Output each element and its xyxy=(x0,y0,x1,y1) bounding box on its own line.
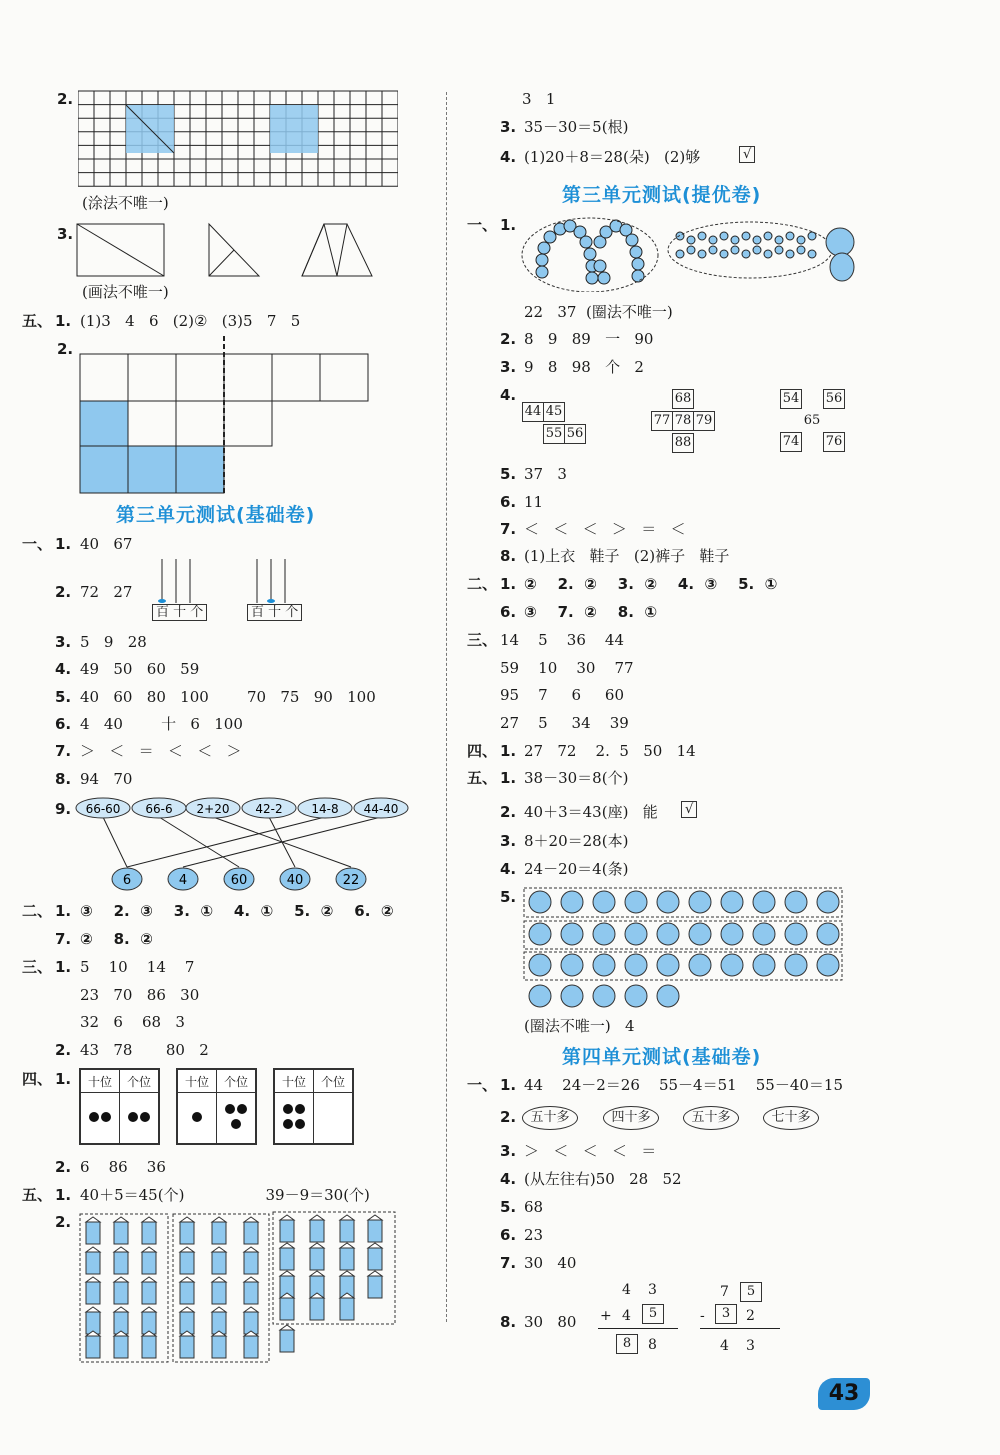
milk-cartons-figure xyxy=(78,1208,400,1364)
b3-sec1-label: 一、 xyxy=(22,535,53,553)
peach-icon xyxy=(785,923,807,945)
peach-icon xyxy=(721,954,743,976)
milk-carton-icon xyxy=(340,1220,354,1242)
adv3-sec3-row4: 27 5 34 39 xyxy=(500,714,629,732)
top-q3-label: 3. xyxy=(500,118,517,136)
bubble-icon xyxy=(786,232,794,240)
b3-sec3-label: 三、 xyxy=(22,958,53,976)
adv3-q5-answer: 37 3 xyxy=(524,465,567,483)
digit-box: 3 xyxy=(715,1304,737,1324)
bubble-icon xyxy=(731,236,739,244)
b3-sec2-answers-b: ② 8. ② xyxy=(80,930,153,948)
b3-q9-label: 9. xyxy=(55,800,72,818)
peach-icon xyxy=(817,923,839,945)
abacus-1-label: 百 十 个 xyxy=(152,604,207,621)
peach-icon xyxy=(753,923,775,945)
milk-carton-icon xyxy=(212,1282,226,1304)
peach-icon xyxy=(625,891,647,913)
digit: 4 xyxy=(622,1308,631,1324)
cell: 78 xyxy=(672,411,694,431)
milk-carton-icon xyxy=(86,1282,100,1304)
peach-icon xyxy=(625,985,647,1007)
cell: 65 xyxy=(803,413,821,428)
milk-carton-icon xyxy=(114,1252,128,1274)
q2-note: (涂法不唯一) xyxy=(82,194,169,212)
adv3-sec5-q2-answer: 40＋3＝43(座) 能 xyxy=(524,803,658,821)
milk-carton-icon xyxy=(244,1222,258,1244)
adv3-sec5-q3-answer: 8＋20＝28(本) xyxy=(524,832,629,850)
digit-box: 5 xyxy=(740,1282,762,1302)
bead-icon xyxy=(586,272,598,284)
digit: 2 xyxy=(746,1308,755,1324)
vertical-calc-2 xyxy=(700,1282,780,1354)
b3-q1-label: 1. xyxy=(55,535,72,553)
peach-icon xyxy=(817,954,839,976)
digit: 3 xyxy=(746,1338,755,1354)
pv-header-ones: 个位 xyxy=(314,1070,353,1093)
adv3-q7-answer: ＜ ＜ ＜ ＞ ＝ ＜ xyxy=(524,520,686,538)
adv3-sec2-label: 二、 xyxy=(467,575,498,593)
place-value-chart-2 xyxy=(176,1068,257,1145)
shading-grid xyxy=(78,90,398,188)
pv-header-tens: 十位 xyxy=(275,1070,314,1093)
number-grid-2 xyxy=(651,387,714,453)
milk-carton-icon xyxy=(114,1222,128,1244)
adv3-sec1-label: 一、 xyxy=(467,216,498,234)
peach-icon xyxy=(657,891,679,913)
bubble-icon xyxy=(775,236,783,244)
place-value-chart-1 xyxy=(79,1068,160,1145)
adv3-q6-answer: 11 xyxy=(524,493,544,511)
milk-carton-icon xyxy=(310,1248,324,1270)
milk-carton-icon xyxy=(244,1336,258,1358)
peach-icon xyxy=(753,954,775,976)
check-box: √ xyxy=(739,146,755,163)
milk-carton-icon xyxy=(368,1276,382,1298)
bubble-icon xyxy=(764,232,772,240)
place-value-chart-3 xyxy=(273,1068,354,1145)
bubble-icon xyxy=(687,236,695,244)
b3-q2-label: 2. xyxy=(55,583,72,601)
section-title-adv3: 第三单元测试(提优卷) xyxy=(562,184,762,206)
b4-q8-label: 8. xyxy=(500,1313,517,1331)
peach-icon xyxy=(689,954,711,976)
fishbowl-label: 22 xyxy=(342,873,360,888)
adv3-sec5-q4-label: 4. xyxy=(500,860,517,878)
adv3-q3-answer: 9 8 98 个 2 xyxy=(524,358,644,376)
adv3-q5-label: 5. xyxy=(500,465,517,483)
milk-carton-icon xyxy=(340,1248,354,1270)
operator: + xyxy=(600,1308,612,1324)
digit: 4 xyxy=(720,1338,729,1354)
bubble-icon xyxy=(709,246,717,254)
bead-icon xyxy=(536,254,548,266)
digit: 3 xyxy=(648,1282,657,1298)
digit-box: 5 xyxy=(642,1304,664,1324)
cell: 54 xyxy=(780,389,802,409)
peach-icon xyxy=(785,954,807,976)
cell: 56 xyxy=(823,389,845,409)
sec5-label: 五、 xyxy=(22,312,53,330)
milk-carton-icon xyxy=(244,1252,258,1274)
adv3-q6-label: 6. xyxy=(500,493,517,511)
b3-q6-label: 6. xyxy=(55,715,72,733)
top-row-answer: 3 1 xyxy=(522,90,556,108)
peach-icon xyxy=(529,985,551,1007)
b4-q8-answer: 30 80 xyxy=(524,1313,577,1331)
bubble-icon xyxy=(764,250,772,258)
milk-carton-icon xyxy=(212,1252,226,1274)
cell: 79 xyxy=(693,411,715,431)
b3-q5-label: 5. xyxy=(55,688,72,706)
bead-icon xyxy=(536,266,548,278)
adv3-sec5-note: (圈法不唯一) 4 xyxy=(524,1017,635,1035)
adv3-sec2-answers-a: ② 2. ② 3. ② 4. ③ 5. ① xyxy=(524,575,778,593)
peach-icon xyxy=(689,923,711,945)
peach-icon xyxy=(817,891,839,913)
adv3-sec5-label: 五、 xyxy=(467,769,498,787)
milk-carton-icon xyxy=(180,1336,194,1358)
cloud-label: 2+20 xyxy=(196,802,230,816)
cell: 76 xyxy=(823,432,845,452)
b3-sec3-q1-label: 1. xyxy=(55,958,72,976)
top-q4-answer: (1)20＋8＝28(朵) (2)够 xyxy=(524,148,701,166)
bead-icon xyxy=(584,248,596,260)
cloud-label: 66-60 xyxy=(85,802,121,816)
peach-icon xyxy=(593,985,615,1007)
adv3-q4-label: 4. xyxy=(500,386,517,404)
sec5-q1-label: 1. xyxy=(55,312,72,330)
milk-carton-icon xyxy=(280,1248,294,1270)
q3-note: (画法不唯一) xyxy=(82,283,169,301)
peach-icon xyxy=(625,923,647,945)
adv3-sec5-q3-label: 3. xyxy=(500,832,517,850)
top-q4-label: 4. xyxy=(500,148,517,166)
bubble-icon xyxy=(797,236,805,244)
b3-sec4-q2-label: 2. xyxy=(55,1158,72,1176)
adv3-sec5-q4-answer: 24－20＝4(条) xyxy=(524,860,629,878)
adv3-q8-answer: (1)上衣 鞋子 (2)裤子 鞋子 xyxy=(524,547,730,565)
bubble-icon xyxy=(797,246,805,254)
b4-q3-label: 3. xyxy=(500,1142,517,1160)
adv3-q2-label: 2. xyxy=(500,330,517,348)
b4-q6-answer: 23 xyxy=(524,1226,544,1244)
bubble-icon xyxy=(808,250,816,258)
b3-sec5-q1-label: 1. xyxy=(55,1186,72,1204)
bubble-icon xyxy=(731,246,739,254)
milk-carton-icon xyxy=(180,1282,194,1304)
bead-icon xyxy=(632,258,644,270)
b4-q4-answer: (从左往右)50 28 52 xyxy=(524,1170,682,1188)
peach-icon xyxy=(561,954,583,976)
b3-sec2-label: 二、 xyxy=(22,902,53,920)
cloud-label: 14-8 xyxy=(311,802,339,816)
cell: 88 xyxy=(672,433,694,453)
b3-sec4-q2-answer: 6 86 36 xyxy=(80,1158,166,1176)
bead-icon xyxy=(630,246,642,258)
top-q3-answer: 35－30＝5(根) xyxy=(524,118,629,136)
b4-sec1-label: 一、 xyxy=(467,1076,498,1094)
bubble-icon xyxy=(709,236,717,244)
peach-icon xyxy=(721,891,743,913)
peach-icon xyxy=(561,891,583,913)
cloud-label: 42-2 xyxy=(255,802,283,816)
milk-carton-icon xyxy=(142,1222,156,1244)
milk-carton-icon xyxy=(86,1222,100,1244)
cell: 44 xyxy=(522,402,544,422)
b3-q2-answer: 72 27 xyxy=(80,583,133,601)
b3-sec4-q1-label: 1. xyxy=(55,1070,72,1088)
adv3-sec5-q1-label: 1. xyxy=(500,769,517,787)
milk-carton-icon xyxy=(142,1336,156,1358)
pv-header-tens: 十位 xyxy=(178,1070,217,1093)
b3-sec5-q1-answer: 40＋5＝45(个) 39－9＝30(个) xyxy=(80,1186,370,1204)
adv3-sec4-answer: 27 72 2. 5 50 14 xyxy=(524,742,696,760)
peaches-figure xyxy=(522,886,844,1012)
b3-sec2-q7-label: 7. xyxy=(55,930,72,948)
bubble-icon xyxy=(720,232,728,240)
fishbowl-label: 4 xyxy=(178,873,188,888)
b4-q1-label: 1. xyxy=(500,1076,517,1094)
milk-carton-icon xyxy=(368,1220,382,1242)
number-grid-1 xyxy=(522,400,585,444)
peach-icon xyxy=(529,954,551,976)
milk-carton-icon xyxy=(212,1336,226,1358)
digit-box: 8 xyxy=(616,1334,638,1354)
peach-icon xyxy=(593,923,615,945)
b3-q3-label: 3. xyxy=(55,633,72,651)
b4-q7-label: 7. xyxy=(500,1254,517,1272)
bubble-icon xyxy=(775,246,783,254)
peach-icon xyxy=(561,985,583,1007)
milk-carton-icon xyxy=(86,1252,100,1274)
b3-sec3-row1: 5 10 14 7 xyxy=(80,958,195,976)
milk-carton-icon xyxy=(280,1330,294,1352)
check-box: √ xyxy=(681,801,697,818)
adv3-sec2-answers-b: ③ 7. ② 8. ① xyxy=(524,603,658,621)
fishbowl-label: 60 xyxy=(230,873,248,888)
abacus-2 xyxy=(245,557,305,605)
bead-icon xyxy=(538,242,550,254)
adv3-q3-label: 3. xyxy=(500,358,517,376)
milk-carton-icon xyxy=(142,1282,156,1304)
digit: 8 xyxy=(648,1337,657,1353)
cell: 56 xyxy=(564,424,586,444)
pv-header-ones: 个位 xyxy=(217,1070,256,1093)
milk-carton-icon xyxy=(86,1336,100,1358)
adv3-q1-answer: 22 37 (圈法不唯一) xyxy=(524,303,673,321)
peach-icon xyxy=(593,954,615,976)
adv3-sec3-label: 三、 xyxy=(467,631,498,649)
b3-q5-answer: 40 60 80 100 70 75 90 100 xyxy=(80,688,376,706)
b3-sec2-q1-label: 1. xyxy=(55,902,72,920)
bubble-icon xyxy=(720,250,728,258)
bubble-icon xyxy=(753,246,761,254)
b3-q7-answer: ＞ ＜ ＝ ＜ ＜ ＞ xyxy=(80,742,242,760)
bubble-icon xyxy=(676,250,684,258)
bead-icon xyxy=(632,270,644,282)
b3-sec5-label: 五、 xyxy=(22,1186,53,1204)
milk-carton-icon xyxy=(310,1298,324,1320)
sec5-q2-label: 2. xyxy=(57,340,74,358)
bubble-icon xyxy=(698,250,706,258)
peach-icon xyxy=(625,954,647,976)
cell: 77 xyxy=(651,411,673,431)
oval-answer: 七十多 xyxy=(763,1106,819,1130)
adv3-sec5-q2-label: 2. xyxy=(500,803,517,821)
bubble-icon xyxy=(676,232,684,240)
vertical-calc-1 xyxy=(598,1282,678,1351)
cell: 45 xyxy=(543,402,565,422)
peach-icon xyxy=(657,985,679,1007)
b3-q1-answer: 40 67 xyxy=(80,535,133,553)
b3-sec2-answers-a: ③ 2. ③ 3. ① 4. ① 5. ② 6. ② xyxy=(80,902,394,920)
section-title-basic3: 第三单元测试(基础卷) xyxy=(116,504,316,526)
milk-carton-icon xyxy=(280,1298,294,1320)
b3-q8-label: 8. xyxy=(55,770,72,788)
b3-sec3-q2-answer: 43 78 80 2 xyxy=(80,1041,209,1059)
adv3-sec4-q1-label: 1. xyxy=(500,742,517,760)
bubble-icon xyxy=(742,250,750,258)
abacus-2-label: 百 十 个 xyxy=(247,604,302,621)
peach-icon xyxy=(689,891,711,913)
cloud-label: 66-6 xyxy=(145,802,173,816)
b3-sec3-row2: 23 70 86 30 xyxy=(80,986,200,1004)
b3-q3-answer: 5 9 28 xyxy=(80,633,147,651)
cell: 55 xyxy=(543,424,565,444)
peach-icon xyxy=(657,954,679,976)
bubble-icon xyxy=(753,236,761,244)
pv-header-ones: 个位 xyxy=(120,1070,159,1093)
digit: 4 xyxy=(622,1282,631,1298)
number-grid-3 xyxy=(780,387,844,452)
b4-q5-answer: 68 xyxy=(524,1198,544,1216)
milk-carton-icon xyxy=(142,1252,156,1274)
cloud-label: 44-40 xyxy=(363,802,399,816)
b3-q6-answer: 4 40 十 6 100 xyxy=(80,715,243,733)
adv3-q2-answer: 8 9 89 一 90 xyxy=(524,330,654,348)
b3-q4-label: 4. xyxy=(55,660,72,678)
milk-carton-icon xyxy=(114,1336,128,1358)
peach-icon xyxy=(529,923,551,945)
page-number: 43 xyxy=(818,1378,870,1410)
peach-icon xyxy=(721,923,743,945)
milk-carton-icon xyxy=(368,1248,382,1270)
milk-carton-icon xyxy=(180,1252,194,1274)
oval-answer: 五十多 xyxy=(683,1106,739,1130)
adv3-sec2-q1-label: 1. xyxy=(500,575,517,593)
fishbowl-label: 40 xyxy=(286,873,304,888)
bead-icon xyxy=(544,231,556,243)
bead-circle-figure xyxy=(520,212,870,292)
peach-icon xyxy=(593,891,615,913)
b4-q3-answer: ＞ ＜ ＜ ＜ ＝ xyxy=(524,1142,657,1160)
milk-carton-icon xyxy=(310,1220,324,1242)
milk-carton-icon xyxy=(180,1222,194,1244)
b3-sec5-q2-label: 2. xyxy=(55,1213,72,1231)
b4-q2-label: 2. xyxy=(500,1108,517,1126)
bubble-icon xyxy=(786,250,794,258)
peach-icon xyxy=(657,923,679,945)
oval-answer: 四十多 xyxy=(603,1106,659,1130)
b4-q4-label: 4. xyxy=(500,1170,517,1188)
bead-icon xyxy=(598,272,610,284)
b4-q1-answer: 44 24－2＝26 55－4＝51 55－40＝15 xyxy=(524,1076,843,1094)
column-divider xyxy=(446,92,447,1322)
bubble-icon xyxy=(742,232,750,240)
adv3-sec3-row3: 95 7 6 60 xyxy=(500,686,625,704)
adv3-sec3-row1: 14 5 36 44 xyxy=(500,631,625,649)
bead-icon xyxy=(594,260,606,272)
adv3-q8-label: 8. xyxy=(500,547,517,565)
b3-q4-answer: 49 50 60 59 xyxy=(80,660,200,678)
adv3-sec2-q6-label: 6. xyxy=(500,603,517,621)
b3-sec3-row3: 32 6 68 3 xyxy=(80,1013,185,1031)
cell: 68 xyxy=(672,389,694,409)
adv3-sec5-q5-label: 5. xyxy=(500,888,517,906)
b3-q8-answer: 94 70 xyxy=(80,770,133,788)
operator: - xyxy=(700,1308,705,1324)
matching-diagram xyxy=(75,795,415,895)
b3-sec4-label: 四、 xyxy=(22,1070,53,1088)
peach-icon xyxy=(561,923,583,945)
q3-label: 3. xyxy=(57,225,74,243)
milk-carton-icon xyxy=(340,1298,354,1320)
abacus-1 xyxy=(150,557,210,605)
peach-icon xyxy=(785,891,807,913)
adv3-sec4-label: 四、 xyxy=(467,742,498,760)
fishbowl-label: 6 xyxy=(122,873,132,888)
b4-q7-answer: 30 40 xyxy=(524,1254,577,1272)
milk-carton-icon xyxy=(212,1222,226,1244)
adv3-q7-label: 7. xyxy=(500,520,517,538)
sec5-q1-answer: (1)3 4 6 (2)② (3)5 7 5 xyxy=(80,312,301,330)
digit: 7 xyxy=(720,1284,729,1300)
peach-icon xyxy=(529,891,551,913)
milk-carton-icon xyxy=(244,1282,258,1304)
adv3-q1-label: 1. xyxy=(500,216,517,234)
peach-icon xyxy=(753,891,775,913)
symmetry-grid xyxy=(78,336,370,496)
bead-icon xyxy=(580,236,592,248)
bead-icon xyxy=(626,234,638,246)
milk-carton-icon xyxy=(280,1220,294,1242)
section-title-basic4: 第四单元测试(基础卷) xyxy=(562,1046,762,1068)
pv-header-tens: 十位 xyxy=(81,1070,120,1093)
bubble-icon xyxy=(687,246,695,254)
b3-sec3-q2-label: 2. xyxy=(55,1041,72,1059)
b4-q5-label: 5. xyxy=(500,1198,517,1216)
b4-q6-label: 6. xyxy=(500,1226,517,1244)
adv3-sec5-q1-answer: 38－30＝8(个) xyxy=(524,769,629,787)
q2-label: 2. xyxy=(57,90,74,108)
drawing-shapes xyxy=(76,222,376,278)
b3-q7-label: 7. xyxy=(55,742,72,760)
cell: 74 xyxy=(780,432,802,452)
oval-answer: 五十多 xyxy=(522,1106,578,1130)
bubble-icon xyxy=(698,232,706,240)
milk-carton-icon xyxy=(114,1282,128,1304)
adv3-sec3-row2: 59 10 30 77 xyxy=(500,659,634,677)
